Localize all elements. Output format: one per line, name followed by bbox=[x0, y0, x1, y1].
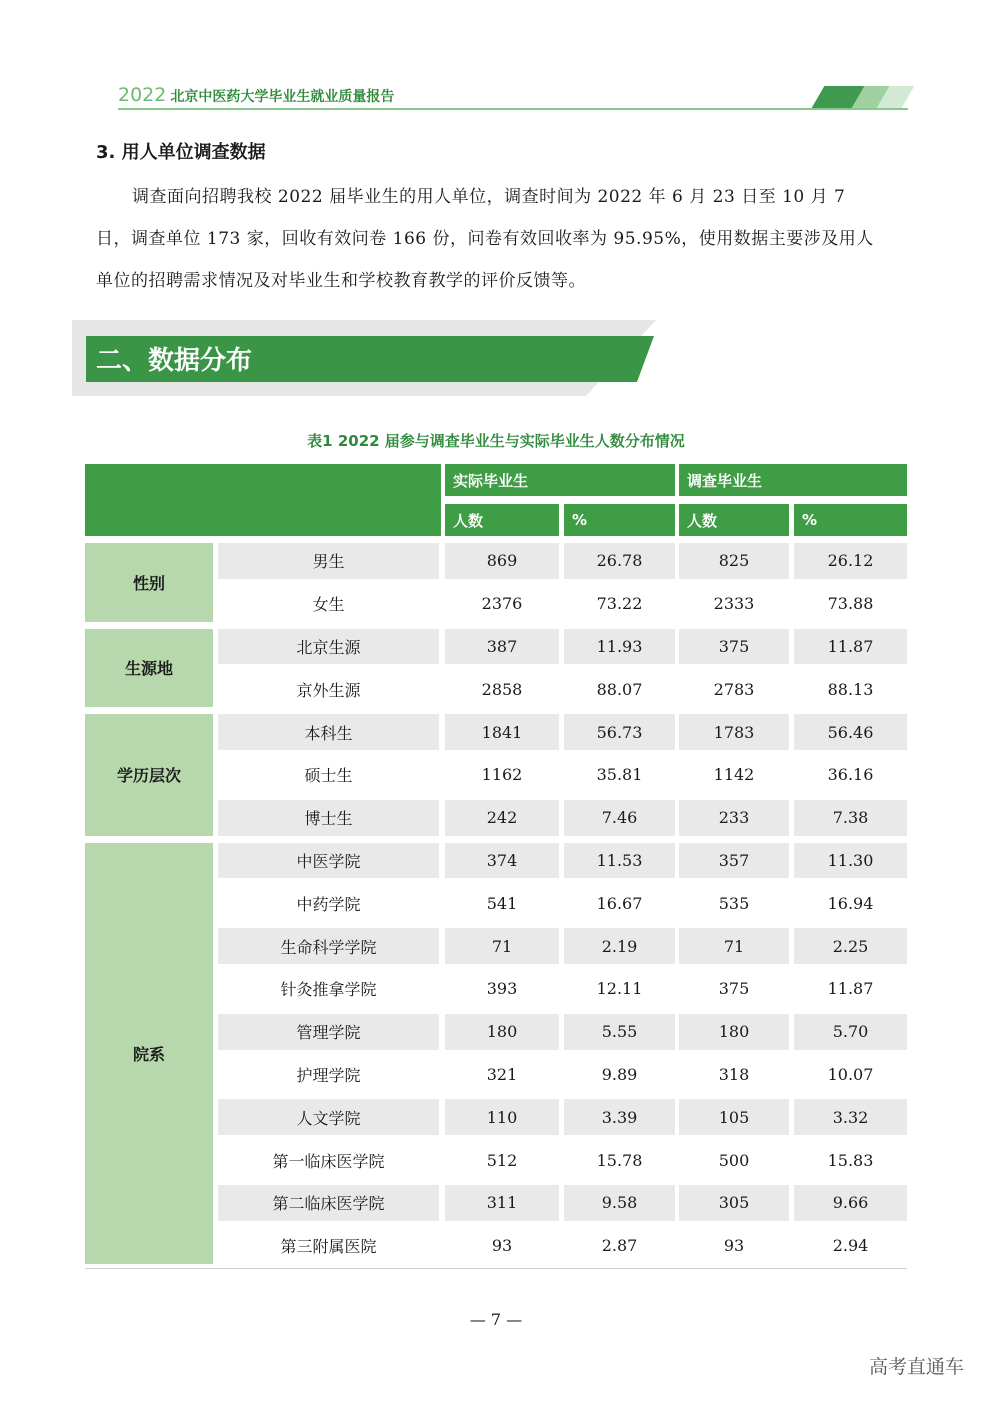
table-row-label: 管理学院 bbox=[218, 1014, 439, 1050]
table-cell-survey-percent: 88.13 bbox=[827, 679, 874, 699]
page-header bbox=[118, 80, 908, 110]
table-title: 表1 2022 届参与调查毕业生与实际毕业生人数分布情况 bbox=[307, 432, 685, 450]
table-cell-actual-count: 1162 bbox=[481, 765, 523, 785]
table-row-label: 生命科学学院 bbox=[218, 928, 439, 964]
table-cell-survey-count: 105 bbox=[679, 1099, 789, 1135]
table-cell-actual-count: 242 bbox=[445, 800, 559, 836]
table-cell-survey-count: 233 bbox=[679, 800, 789, 836]
table-cell-survey-count: 2333 bbox=[713, 594, 755, 614]
table-row-label: 中药学院 bbox=[296, 894, 361, 914]
table-cell-survey-percent: 26.12 bbox=[794, 543, 907, 579]
table-cell-survey-percent: 16.94 bbox=[827, 893, 874, 913]
table-cell-actual-percent: 9.89 bbox=[601, 1064, 638, 1084]
table-cell-survey-count: 825 bbox=[679, 543, 789, 579]
table-cell-survey-percent: 11.87 bbox=[794, 629, 907, 665]
group-label-cell: 院系 bbox=[85, 843, 213, 1264]
table-cell-actual-percent: 7.46 bbox=[564, 800, 675, 836]
header-report-name: 北京中医药大学毕业生就业质量报告 bbox=[170, 89, 395, 105]
table-cell-actual-count: 180 bbox=[445, 1014, 559, 1050]
table-cell-actual-count: 93 bbox=[491, 1236, 513, 1256]
table-cell-survey-count: 357 bbox=[679, 843, 789, 879]
header-divider bbox=[118, 108, 908, 110]
survey-paragraph: 调查面向招聘我校 2022 届毕业生的用人单位，调查时间为 2022 年 6 月 23 日至 10 月 7 日，调查单位 173 家，回收有效问卷 166 份，问卷有效回收率为 95.95%，使用数据主要涉及用人单位的招聘需求情况及对毕业生和学校教育教学的评价反馈等。 bbox=[96, 187, 874, 291]
table-cell-survey-count: 1142 bbox=[713, 765, 755, 785]
table-bottom-rule bbox=[85, 1268, 907, 1269]
table-cell-survey-count: 93 bbox=[723, 1236, 745, 1256]
table-cell-survey-count: 535 bbox=[718, 893, 750, 913]
table-cell-survey-count: 305 bbox=[679, 1185, 789, 1221]
table-cell-survey-count: 2783 bbox=[713, 679, 755, 699]
table-cell-actual-count: 110 bbox=[445, 1099, 559, 1135]
table-cell-actual-percent: 16.67 bbox=[596, 893, 643, 913]
table-cell-survey-percent: 11.87 bbox=[827, 979, 874, 999]
table-row-label: 第二临床医学院 bbox=[218, 1185, 439, 1221]
table-row-label: 北京生源 bbox=[218, 629, 439, 665]
table-cell-actual-count: 311 bbox=[445, 1185, 559, 1221]
table-cell-actual-count: 1841 bbox=[445, 714, 559, 750]
subheader-percent: % bbox=[564, 504, 675, 536]
table-cell-survey-count: 1783 bbox=[679, 714, 789, 750]
table-cell-survey-count: 318 bbox=[718, 1064, 750, 1084]
group-label-cell: 学历层次 bbox=[85, 714, 213, 835]
header-year: 2022 bbox=[118, 84, 167, 106]
watermark: 高考直通车 bbox=[868, 1356, 964, 1378]
table-row-label: 中医学院 bbox=[218, 843, 439, 879]
group-label-cell: 生源地 bbox=[85, 629, 213, 708]
table-cell-actual-percent: 11.53 bbox=[564, 843, 675, 879]
section-heading: 3. 用人单位调查数据 bbox=[96, 142, 266, 163]
subheader-count: 人数 bbox=[679, 504, 789, 536]
table-corner-cell bbox=[85, 464, 441, 536]
table-row-label: 硕士生 bbox=[304, 766, 353, 786]
table-cell-actual-count: 541 bbox=[486, 893, 518, 913]
table-cell-survey-percent: 5.70 bbox=[794, 1014, 907, 1050]
table-cell-actual-count: 71 bbox=[445, 928, 559, 964]
table-cell-survey-count: 180 bbox=[679, 1014, 789, 1050]
table-cell-actual-percent: 73.22 bbox=[596, 594, 643, 614]
table-cell-actual-percent: 3.39 bbox=[564, 1099, 675, 1135]
table-row-label: 本科生 bbox=[218, 714, 439, 750]
banner-title: 二、数据分布 bbox=[96, 346, 253, 376]
header-title bbox=[118, 84, 394, 106]
table-cell-actual-percent: 12.11 bbox=[596, 979, 643, 999]
table-row-label: 针灸推拿学院 bbox=[280, 980, 377, 1000]
table-cell-actual-percent: 35.81 bbox=[596, 765, 643, 785]
table-cell-survey-count: 71 bbox=[679, 928, 789, 964]
table-row-label: 人文学院 bbox=[218, 1099, 439, 1135]
table-cell-actual-count: 387 bbox=[445, 629, 559, 665]
table-cell-actual-percent: 2.19 bbox=[564, 928, 675, 964]
table-cell-actual-count: 374 bbox=[445, 843, 559, 879]
table-row-label: 女生 bbox=[312, 595, 345, 615]
table-cell-survey-percent: 2.25 bbox=[794, 928, 907, 964]
table-cell-actual-count: 321 bbox=[486, 1064, 518, 1084]
table-cell-actual-count: 512 bbox=[486, 1150, 518, 1170]
table-cell-survey-percent: 3.32 bbox=[794, 1099, 907, 1135]
table-cell-actual-percent: 26.78 bbox=[564, 543, 675, 579]
page-number: — 7 — bbox=[469, 1310, 523, 1329]
table-cell-survey-percent: 56.46 bbox=[794, 714, 907, 750]
table-cell-survey-count: 375 bbox=[718, 979, 750, 999]
table-row-label: 第三附属医院 bbox=[280, 1237, 377, 1257]
table-cell-survey-percent: 36.16 bbox=[827, 765, 874, 785]
table-cell-actual-percent: 5.55 bbox=[564, 1014, 675, 1050]
table-cell-actual-count: 2376 bbox=[481, 594, 523, 614]
table-cell-survey-percent: 9.66 bbox=[794, 1185, 907, 1221]
header-actual-graduates: 实际毕业生 bbox=[445, 464, 675, 496]
table-cell-actual-count: 2858 bbox=[481, 679, 523, 699]
subheader-percent: % bbox=[794, 504, 907, 536]
table-row-label: 男生 bbox=[218, 543, 439, 579]
table-cell-actual-percent: 15.78 bbox=[596, 1150, 643, 1170]
table-cell-actual-percent: 11.93 bbox=[564, 629, 675, 665]
table-cell-survey-percent: 11.30 bbox=[794, 843, 907, 879]
table-cell-survey-percent: 7.38 bbox=[794, 800, 907, 836]
table-row-label: 护理学院 bbox=[296, 1065, 361, 1085]
table-cell-actual-count: 393 bbox=[486, 979, 518, 999]
table-cell-survey-percent: 73.88 bbox=[827, 594, 874, 614]
table-cell-actual-percent: 2.87 bbox=[601, 1236, 638, 1256]
table-cell-survey-percent: 2.94 bbox=[832, 1236, 869, 1256]
header-surveyed-graduates: 调查毕业生 bbox=[679, 464, 907, 496]
group-label-cell: 性别 bbox=[85, 543, 213, 622]
table-cell-actual-percent: 88.07 bbox=[596, 679, 643, 699]
table-cell-actual-percent: 9.58 bbox=[564, 1185, 675, 1221]
table-cell-actual-percent: 56.73 bbox=[564, 714, 675, 750]
table-row-label: 博士生 bbox=[218, 800, 439, 836]
table-row-label: 第一临床医学院 bbox=[272, 1151, 385, 1171]
table-cell-actual-count: 869 bbox=[445, 543, 559, 579]
table-cell-survey-count: 375 bbox=[679, 629, 789, 665]
table-cell-survey-percent: 15.83 bbox=[827, 1150, 874, 1170]
subheader-count: 人数 bbox=[445, 504, 559, 536]
table-cell-survey-count: 500 bbox=[718, 1150, 750, 1170]
table-cell-survey-percent: 10.07 bbox=[827, 1064, 874, 1084]
table-row-label: 京外生源 bbox=[296, 680, 361, 700]
